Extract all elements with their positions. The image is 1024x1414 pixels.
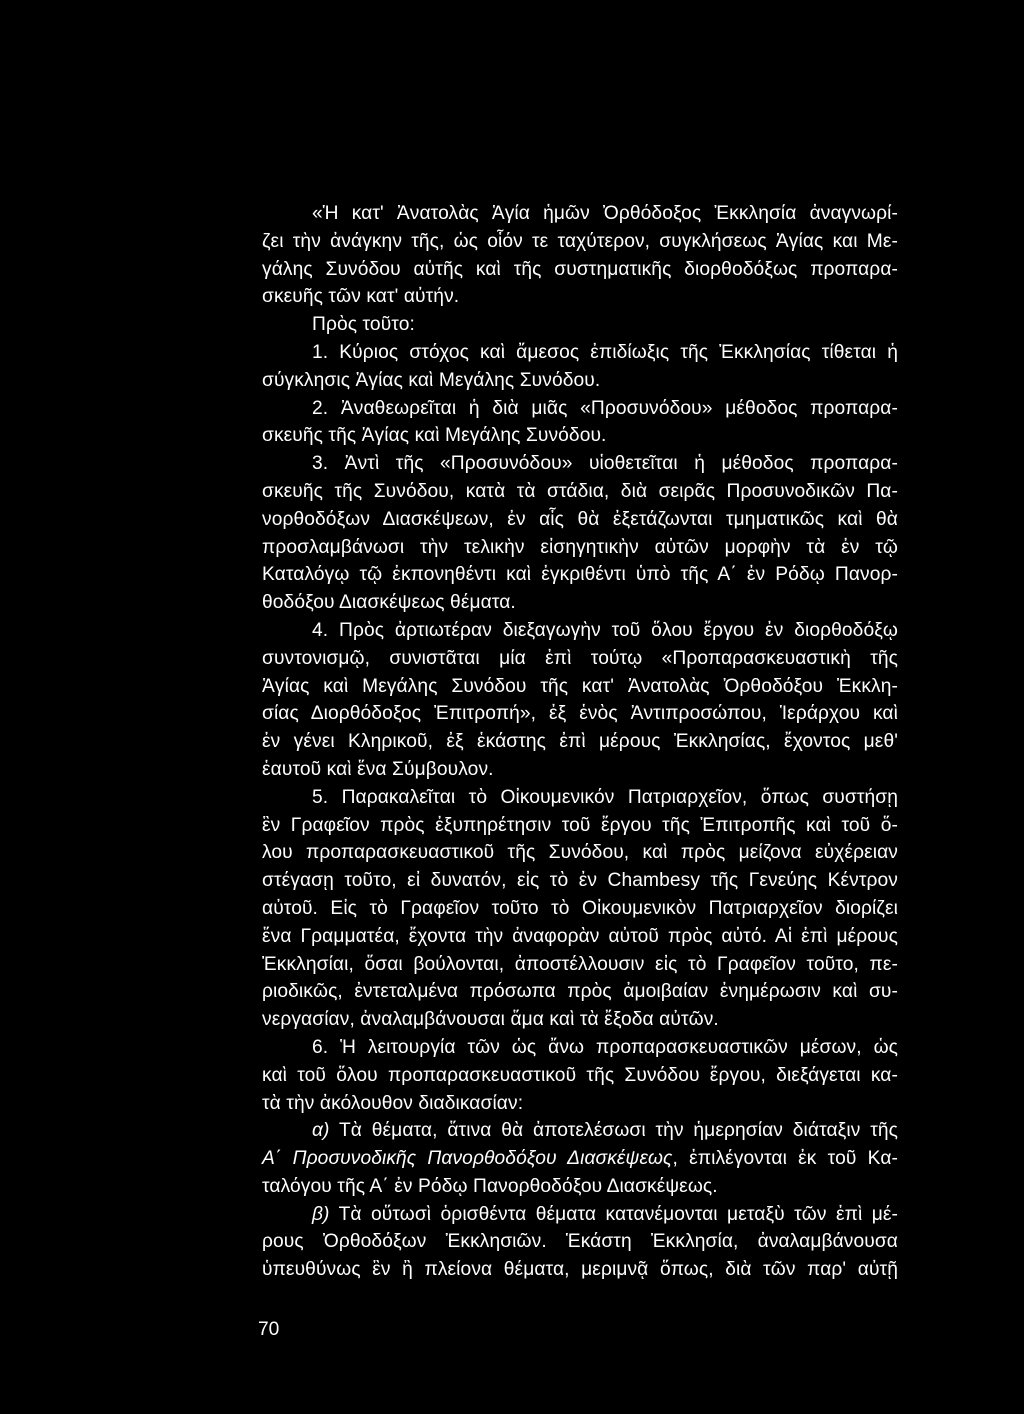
text-line: προσλαμβάνωσι τὴν τελικὴν εἰσηγητικὴν αὐτῶν μορφὴν τὰ ἐν τῷ: [262, 536, 898, 558]
text-line: Ἁγίας καὶ Μεγάλης Συνόδου τῆς κατ' Ἀνατολὰς Ὀρθοδόξου Ἐκκλη-: [262, 675, 898, 697]
text-line: ἐν γένει Κληρικοῦ, ἐξ ἑκάστης ἐπὶ μέρους Ἐκκλησίας, ἔχοντος μεθ': [262, 731, 898, 753]
body-text: [262, 200, 898, 1284]
text-line: γάλης Συνόδου αὐτῆς καὶ τῆς συστηματικῆς διορθοδόξως προπαρα-: [262, 258, 898, 280]
italic-title: Α΄ Προσυνοδικῆς Πανορθοδόξου Διασκέψεως: [262, 1148, 673, 1170]
text-line: νεργασίαν, ἀναλαμβάνουσαι ἅμα καὶ τὰ ἔξοδα αὐτῶν.: [262, 1009, 719, 1031]
text-line: ἓν Γραφεῖον πρὸς ἐξυπηρέτησιν τοῦ ἔργου τῆς Ἐπιτροπῆς καὶ τοῦ ὅ-: [262, 814, 898, 836]
text-line: συντονισμῷ, συνιστᾶται μία ἐπὶ τούτῳ «Προπαρασκευαστικὴ τῆς: [262, 647, 898, 669]
text-line: ριοδικῶς, ἐντεταλμένα πρόσωπα πρὸς ἀμοιβαίαν ἐνημέρωσιν καὶ συ-: [262, 981, 898, 1003]
text-line: καὶ τοῦ ὅλου προπαρασκευαστικοῦ τῆς Συνόδου ἔργου, διεξάγεται κα-: [262, 1064, 898, 1086]
text-line: «Ἡ κατ' Ἀνατολὰς Ἁγία ἡμῶν Ὀρθόδοξος Ἐκκλησία ἀναγνωρί-: [312, 203, 898, 224]
text-run: Τὰ οὕτωσὶ ὁρισθέντα θέματα κατανέμονται μεταξὺ τῶν ἐπὶ μέ-: [329, 1203, 898, 1225]
text-line: σκευῆς τῆς Συνόδου, κατὰ τὰ στάδια, διὰ σειρᾶς Προσυνοδικῶν Πα-: [262, 480, 898, 502]
item-marker: α): [312, 1120, 330, 1142]
page-number: 70: [258, 1319, 280, 1340]
text-line: Καταλόγῳ τῷ ἐκπονηθέντι καὶ ἐγκριθέντι ὑπὸ τῆς Α΄ ἐν Ρόδῳ Πανορ-: [262, 564, 898, 586]
text-line: 6. Ἡ λειτουργία τῶν ὡς ἄνω προπαρασκευαστικῶν μέσων, ὡς: [312, 1036, 898, 1058]
text-line: σκευῆς τῶν κατ' αὐτήν.: [262, 286, 460, 308]
item-marker: β): [312, 1203, 330, 1225]
text-line: Πρὸς τοῦτο:: [312, 314, 415, 336]
text-line: ταλόγου τῆς Α΄ ἐν Ρόδῳ Πανορθοδόξου Διασκέψεως.: [262, 1175, 718, 1197]
text-line: ζει τὴν ἀνάγκην τῆς, ὡς οἷόν τε ταχύτερον, συγκλήσεως Ἁγίας και Με-: [262, 230, 898, 252]
text-line: 5. Παρακαλεῖται τὸ Οἰκουμενικόν Πατριαρχεῖον, ὅπως συστήσῃ: [312, 786, 898, 808]
text-line: 2. Ἀναθεωρεῖται ἡ διὰ μιᾶς «Προσυνόδου» μέθοδος προπαρα-: [312, 397, 898, 419]
text-line: σύγκλησις Ἁγίας καὶ Μεγάλης Συνόδου.: [262, 369, 601, 391]
text-line: 1. Κύριος στόχος καὶ ἄμεσος ἐπιδίωξις τῆς Ἐκκλησίας τίθεται ἡ: [312, 341, 898, 363]
text-line: ἕνα Γραμματέα, ἔχοντα τὴν ἀναφορὰν αὐτοῦ πρὸς αὐτό. Αἱ ἐπὶ μέρους: [262, 925, 898, 947]
text-line: [262, 1145, 898, 1173]
text-line: αὐτοῦ. Εἰς τὸ Γραφεῖον τοῦτο τὸ Οἰκουμενικὸν Πατριαρχεῖον διορίζει: [262, 897, 898, 919]
text-line: [262, 1201, 898, 1229]
text-run: Τὰ θέματα, ἅτινα θὰ ἀποτελέσωσι τὴν ἡμερησίαν διάταξιν τῆς: [329, 1120, 898, 1142]
text-line: σκευῆς τῆς Ἁγίας καὶ Μεγάλης Συνόδου.: [262, 425, 607, 447]
text-line: ρους Ὀρθοδόξων Ἐκκλησιῶν. Ἑκάστη Ἐκκλησία, ἀναλαμβάνουσα: [262, 1231, 898, 1253]
text-line: 4. Πρὸς ἀρτιωτέραν διεξαγωγὴν τοῦ ὅλου ἔργου ἐν διορθοδόξῳ: [312, 619, 898, 641]
text-line: στέγασῃ τοῦτο, εἰ δυνατόν, εἰς τὸ ἐν Chambesy τῆς Γενεύης Κέντρον: [262, 870, 898, 892]
text-line: θοδόξου Διασκέψεως θέματα.: [262, 592, 516, 614]
text-line: τὰ τὴν ἀκόλουθον διαδικασίαν:: [262, 1092, 524, 1114]
text-line: λου προπαρασκευαστικοῦ τῆς Συνόδου, καὶ πρὸς μείζονα εὐχέρειαν: [262, 842, 898, 864]
text-line: ὑπευθύνως ἓν ἢ πλείονα θέματα, μεριμνᾷ ὅπως, διὰ τῶν παρ' αὐτῇ: [262, 1259, 898, 1281]
text-run: , ἐπιλέγονται ἐκ τοῦ Κα-: [672, 1148, 898, 1170]
text-line: σίας Διορθόδοξος Ἐπιτροπή», ἐξ ἑνὸς Ἀντιπροσώπου, Ἱεράρχου καὶ: [262, 703, 898, 725]
text-line: νορθοδόξων Διασκέψεων, ἐν αἷς θὰ ἐξετάζωνται τμηματικῶς καὶ θὰ: [262, 508, 898, 530]
text-line: 3. Ἀντὶ τῆς «Προσυνόδου» υἱοθετεῖται ἡ μέθοδος προπαρα-: [312, 453, 898, 475]
text-line: ἑαυτοῦ καὶ ἕνα Σύμβουλον.: [262, 758, 494, 780]
text-line: [262, 1117, 898, 1145]
text-line: Ἐκκλησίαι, ὅσαι βούλονται, ἀποστέλλουσιν εἰς τὸ Γραφεῖον τοῦτο, πε-: [262, 953, 898, 975]
